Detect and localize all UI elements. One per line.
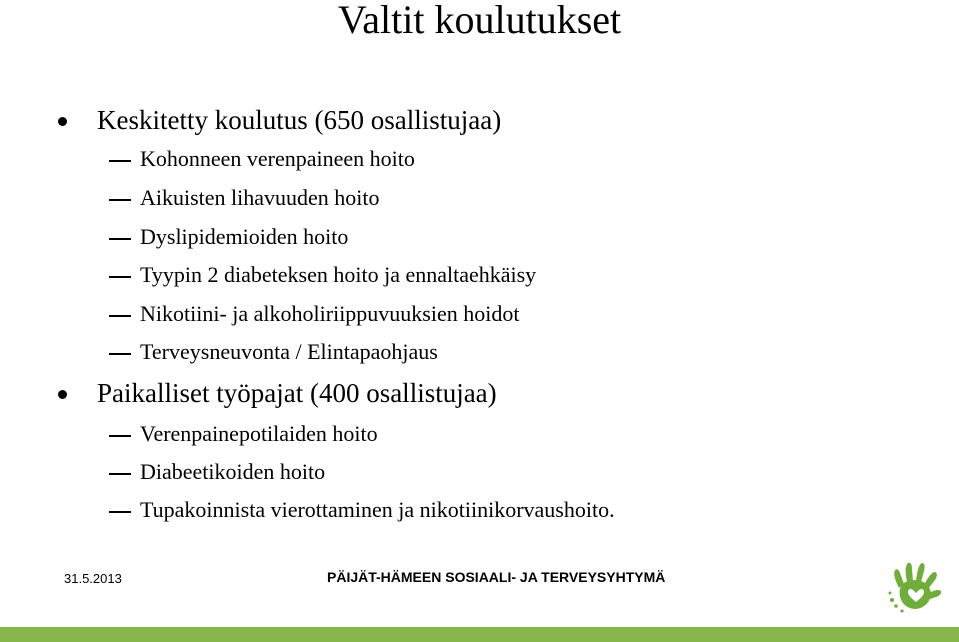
slide-title: Valtit koulutukset — [337, 0, 622, 42]
dash-icon — [109, 511, 131, 513]
dash-icon — [109, 435, 131, 437]
dash-icon — [109, 199, 131, 201]
footer-date: 31.5.2013 — [64, 571, 122, 586]
dash-icon — [109, 353, 131, 355]
bullet-icon — [58, 117, 67, 126]
dash-icon — [109, 276, 131, 278]
sub-item: Kohonneen verenpaineen hoito — [140, 146, 415, 171]
section-heading: Paikalliset työpajat (400 osallistujaa) — [97, 378, 497, 408]
bullet-icon — [58, 390, 67, 399]
green-hand-logo-icon — [887, 558, 947, 614]
sub-item: Aikuisten lihavuuden hoito — [140, 185, 380, 210]
dash-icon — [109, 160, 131, 162]
section-heading: Keskitetty koulutus (650 osallistujaa) — [97, 105, 502, 135]
footer-bar — [0, 627, 959, 642]
footer-organization: PÄIJÄT-HÄMEEN SOSIAALI- JA TERVEYSYHTYMÄ — [327, 569, 666, 585]
sub-item: Diabeetikoiden hoito — [140, 459, 326, 484]
sub-item: Nikotiini- ja alkoholiriippuvuuksien hoidot — [140, 301, 520, 326]
dash-icon — [109, 473, 131, 475]
sub-item: Tyypin 2 diabeteksen hoito ja ennaltaehkäisy — [140, 262, 537, 287]
sub-item: Verenpainepotilaiden hoito — [140, 421, 378, 446]
sub-item: Terveysneuvonta / Elintapaohjaus — [140, 339, 438, 364]
dash-icon — [109, 315, 131, 317]
sub-item: Tupakoinnista vierottaminen ja nikotiinikorvaushoito. — [140, 497, 615, 522]
dash-icon — [109, 238, 131, 240]
sub-item: Dyslipidemioiden hoito — [140, 224, 349, 249]
